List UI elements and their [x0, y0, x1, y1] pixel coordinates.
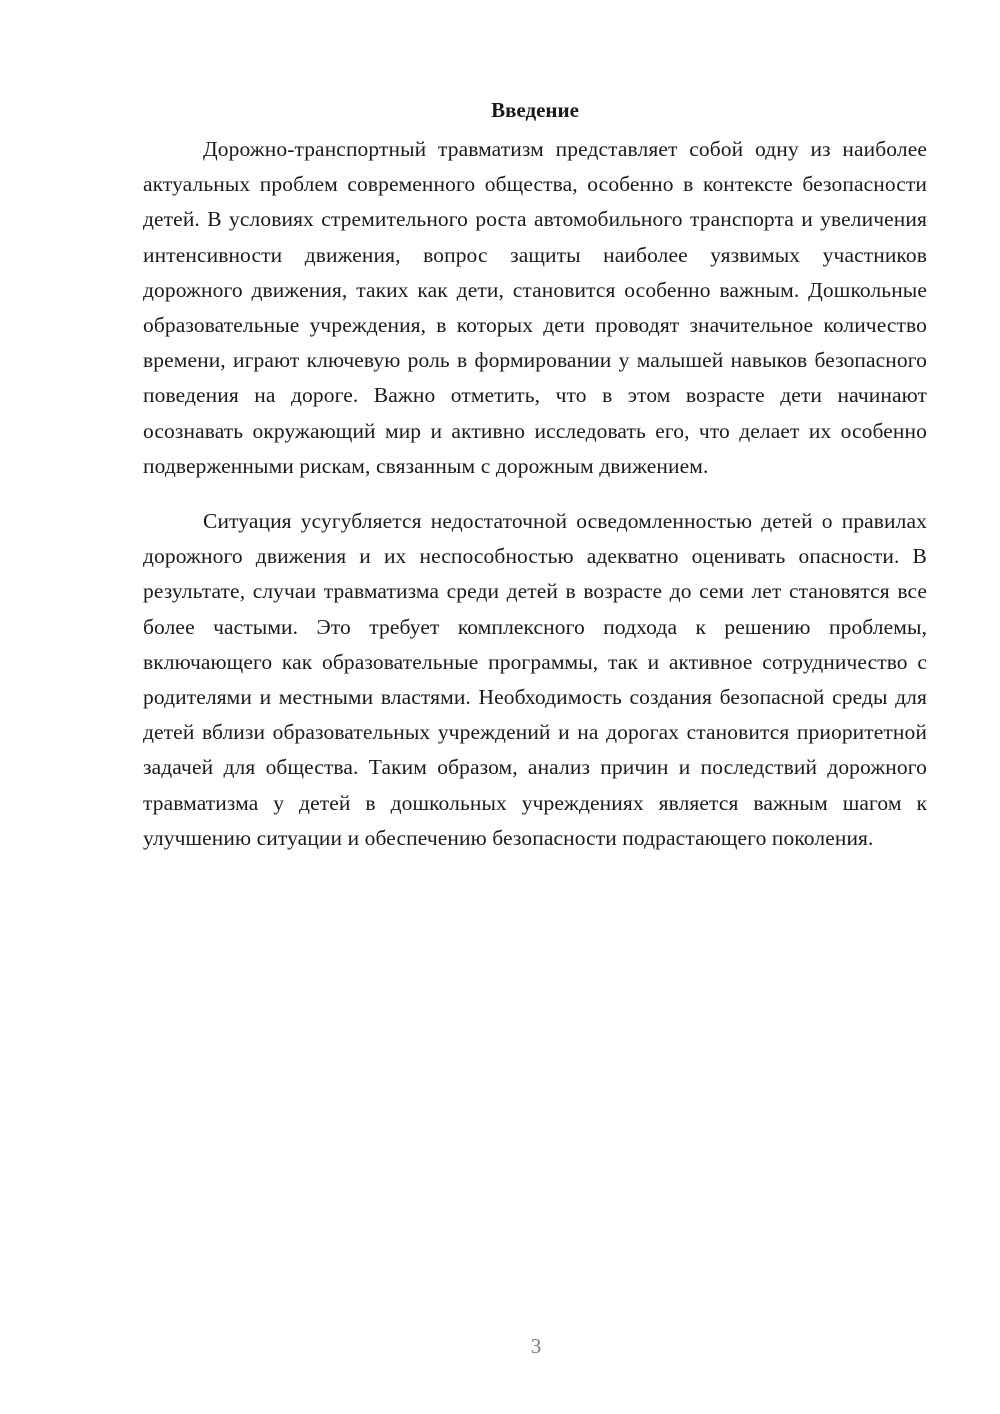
paragraph-2: Ситуация усугубляется недостаточной осведомленностью детей о правилах дорожного движения и их неспособностью адекватно оценивать опасности. В результате, случаи травматизма среди детей в возрасте до семи лет становятся все более частыми. Это требует комплексного подхода к решению проблемы, включающего как образовательные программы, так и активное сотрудничество с родителями и местными властями. Необходимость создания безопасной среды для детей вблизи образовательных учреждений и на дорогах становится приоритетной задачей для общества. Таким образом, анализ причин и последствий дорожного травматизма у детей в дошкольных учреждениях является важным шагом к улучшению ситуации и обеспечению безопасности подрастающего поколения.	[143, 509, 927, 850]
section-title: Введение	[491, 98, 579, 122]
paragraph-1: Дорожно-транспортный травматизм представляет собой одну из наиболее актуальных проблем современного общества, особенно в контексте безопасности детей. В условиях стремительного роста автомобильного транспорта и увеличения интенсивности движения, вопрос защиты наиболее уязвимых участников дорожного движения, таких как дети, становится особенно важным. Дошкольные образовательные учреждения, в которых дети проводят значительное количество времени, играют ключевую роль в формировании у малышей навыков безопасного поведения на дороге. Важно отметить, что в этом возрасте дети начинают осознавать окружающий мир и активно исследовать его, что делает их особенно подверженными рискам, связанным с дорожным движением.	[143, 137, 927, 478]
page-number: 3	[530, 1334, 542, 1358]
page-content	[143, 92, 927, 856]
